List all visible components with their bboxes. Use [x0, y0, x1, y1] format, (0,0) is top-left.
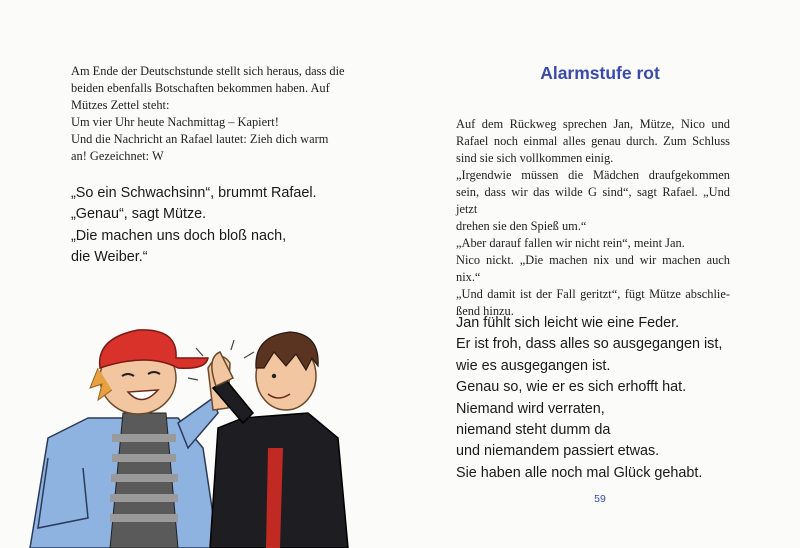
text-line: „Irgendwie müssen die Mädchen draufgekommen	[456, 168, 730, 182]
text-line: Rafael noch einmal alles genau durch. Zum Schluss	[456, 134, 730, 148]
narrative-paragraph	[456, 116, 730, 320]
closing-line: niemand steht dumm da	[456, 422, 611, 439]
closing-line: Jan fühlt sich leicht wie eine Feder.	[456, 315, 680, 331]
closing-line: Niemand wird verraten,	[456, 400, 605, 417]
text-line: „Und damit ist der Fall geritzt“, fügt Mütze abschlie-	[456, 287, 730, 301]
closing-line: wie es ausgegangen ist.	[456, 357, 611, 374]
narrative-paragraph	[71, 63, 345, 165]
dialogue-line: „Genau“, sagt Mütze.	[71, 206, 207, 223]
dialogue-block	[71, 183, 317, 269]
text-line: an! Gezeichnet: W	[71, 149, 164, 163]
dialogue-line: „Die machen uns doch bloß nach,	[71, 227, 287, 244]
closing-line: und niemandem passiert etwas.	[456, 443, 660, 460]
text-line: beiden ebenfalls Botschaften bekommen haben. Auf	[71, 81, 330, 95]
text-line: „Aber darauf fallen wir nicht rein“, meint Jan.	[456, 236, 685, 250]
text-line: Am Ende der Deutschstunde stellt sich heraus, dass die	[71, 64, 345, 78]
closing-line: Genau so, wie er es sich erhofft hat.	[456, 379, 687, 396]
text-line: sind sie sich vollkommen einig.	[456, 151, 614, 165]
boy-with-dark-jacket	[210, 332, 348, 548]
text-line: Und die Nachricht an Rafael lautet: Zieh dich warm	[71, 132, 329, 146]
chapter-title: Alarmstufe rot	[540, 63, 660, 83]
boy-with-red-cap	[30, 330, 230, 548]
text-line: sein, dass wir das wilde G sind“, sagt Rafael. „Und jetzt	[456, 185, 730, 216]
closing-line: Sie haben alle noch mal Glück gehabt.	[456, 464, 703, 481]
text-line: Um vier Uhr heute Nachmittag – Kapiert!	[71, 115, 279, 129]
dialogue-line: „So ein Schwachsinn“, brummt Rafael.	[71, 185, 317, 201]
high-five-illustration	[28, 318, 358, 548]
text-line: ßend hinzu.	[456, 304, 514, 318]
text-line: Mützes Zettel steht:	[71, 98, 170, 112]
closing-line: Er ist froh, dass alles so ausgegangen ist,	[456, 336, 723, 353]
text-line: Auf dem Rückweg sprechen Jan, Mütze, Nico und	[456, 117, 730, 131]
closing-block	[456, 313, 722, 484]
text-line: Nico nickt. „Die machen nix und wir machen auch	[456, 253, 730, 267]
text-line: nix.“	[456, 270, 481, 284]
dialogue-line: die Weiber.“	[71, 249, 148, 266]
text-line: drehen sie den Spieß um.“	[456, 219, 587, 233]
right-page	[400, 0, 800, 548]
page-number: 59	[594, 493, 606, 505]
